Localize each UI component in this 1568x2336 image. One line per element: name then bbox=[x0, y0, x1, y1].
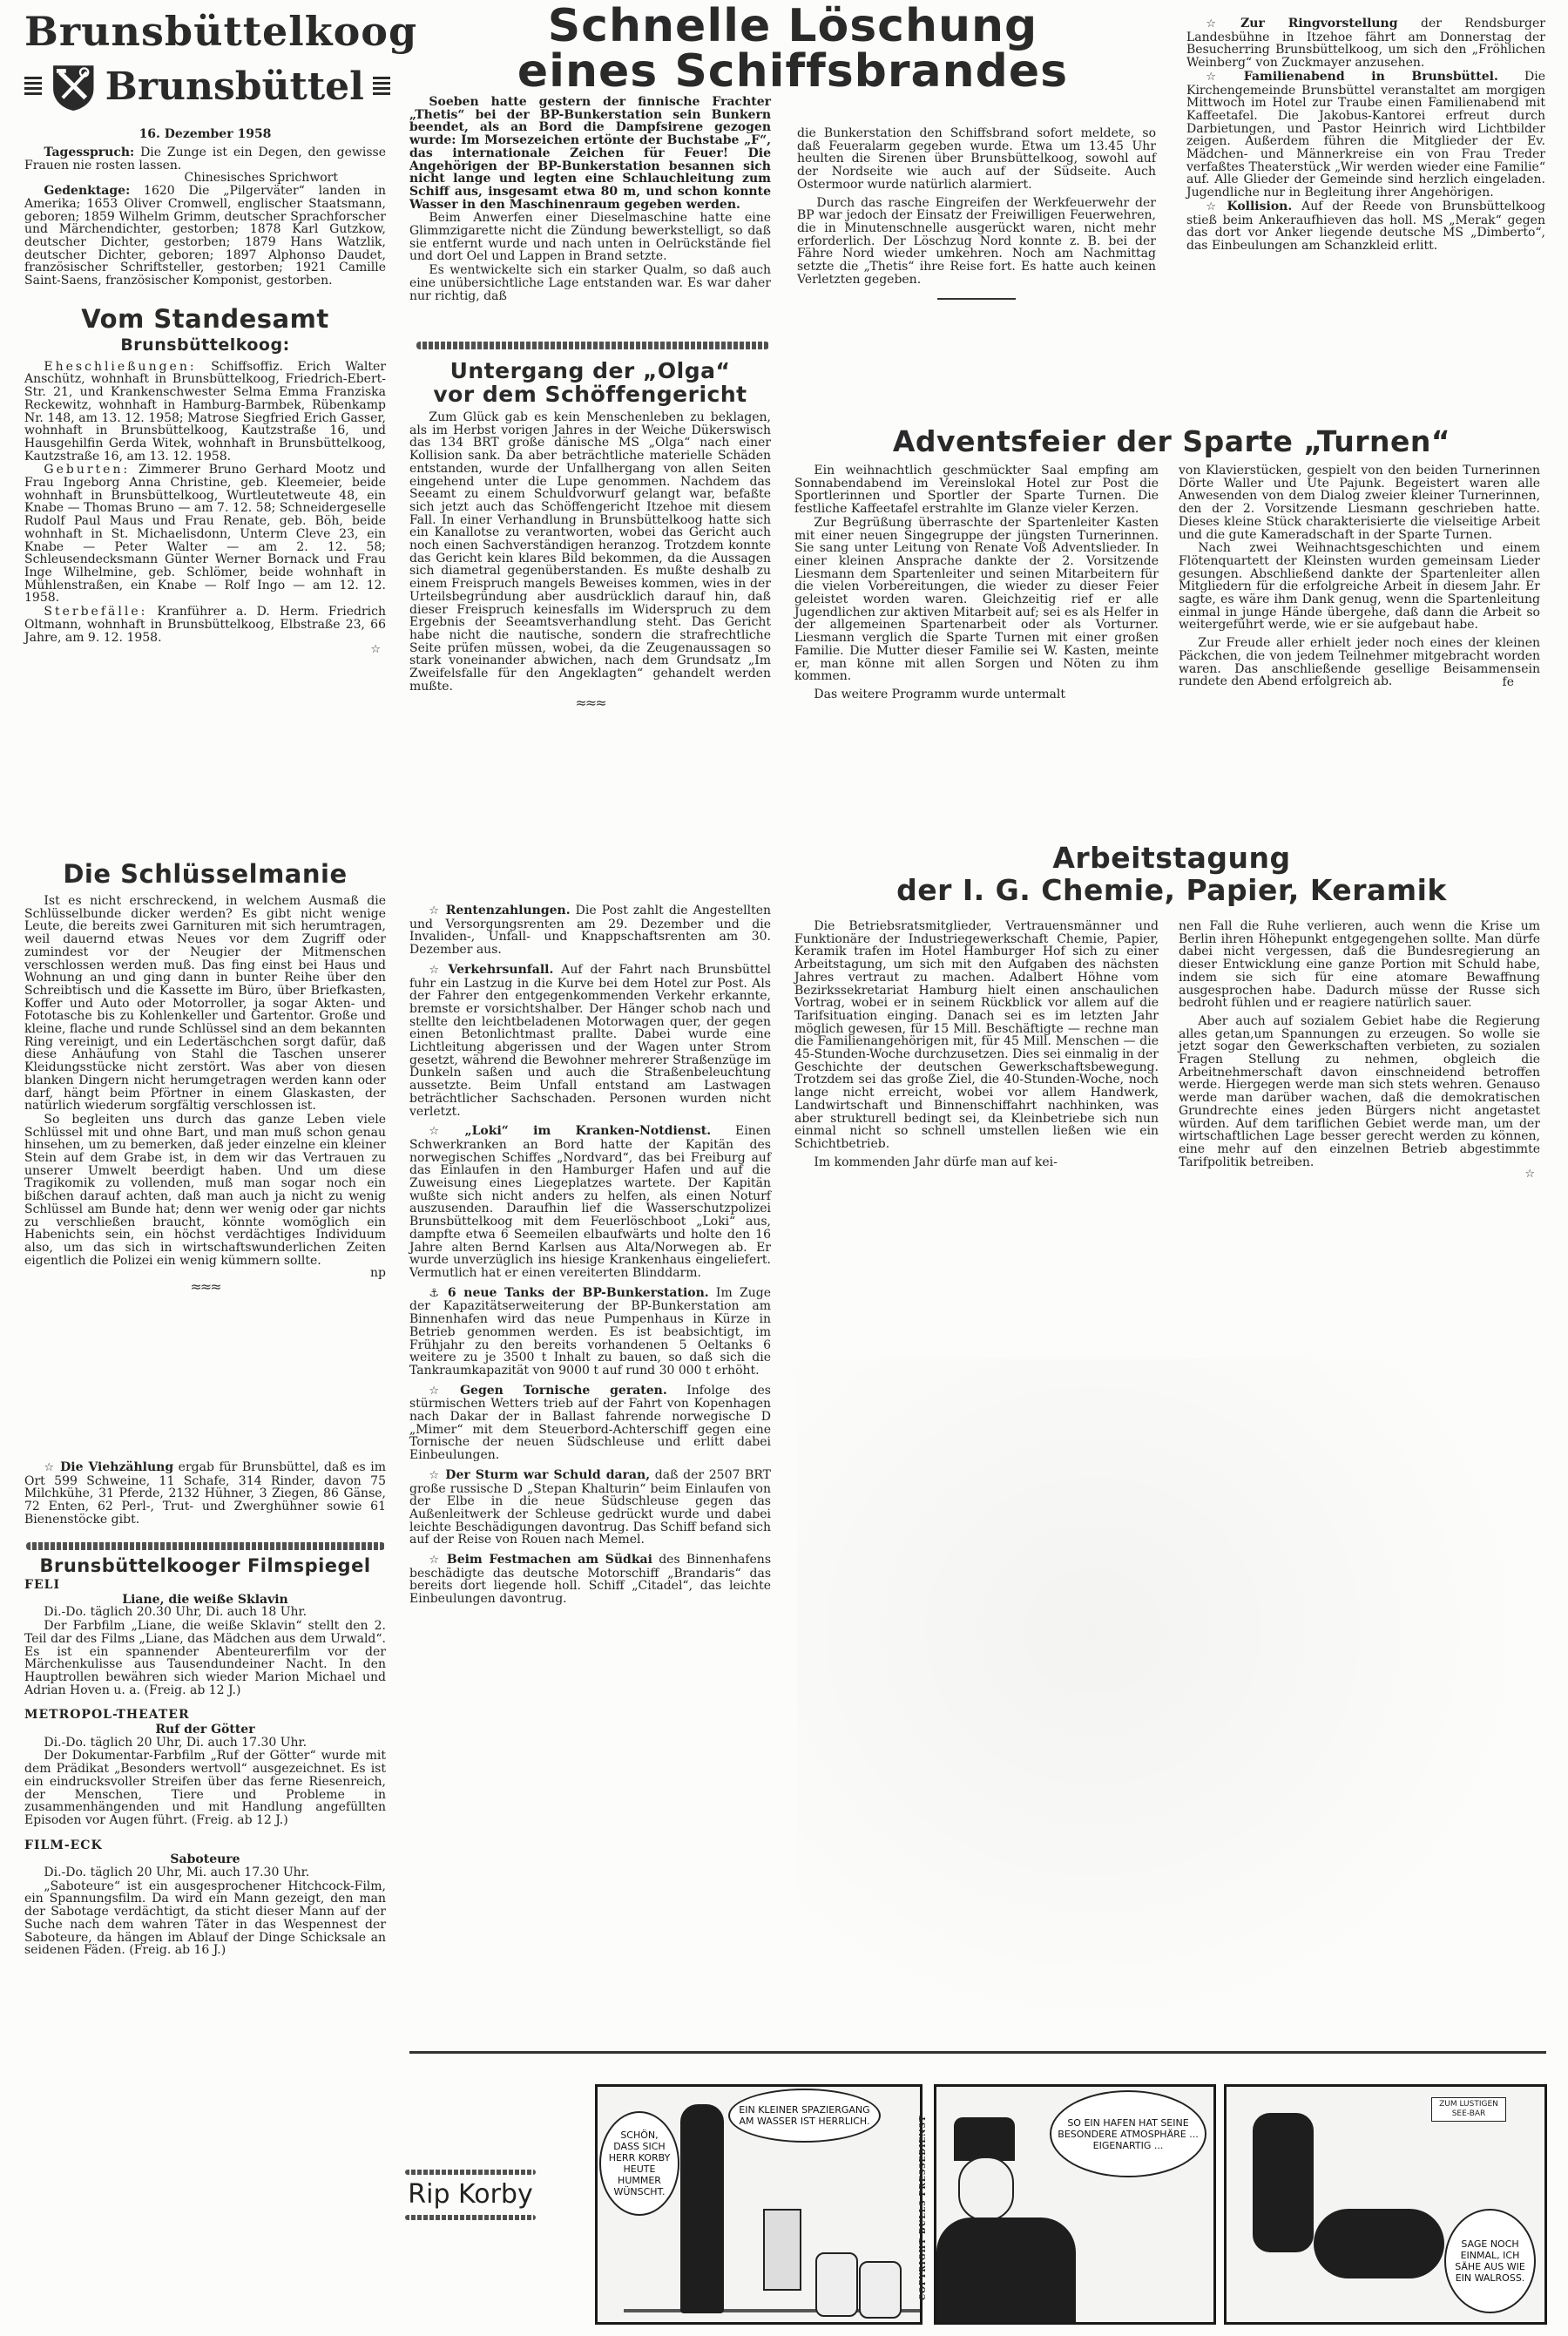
advent-heading: Adventsfeier der Sparte „Turnen“ bbox=[892, 424, 1451, 458]
brief-text: Auf der Fahrt nach Brunsbüttel fuhr ein Lastzug in die Kurve bei dem Hotel zur Post. Als der Fahrer den entgegenkommenden Verkehr erkannte, bremste er vorsichtshalber. Der Hänger schob nach und stellte den leichtbeladenen Motorwagen quer, der gegen einen Betonlichtmast prallte. Dabei wurde eine Lichtleitung abgerissen und der Wagen unter Strom gesetzt, während die Bewohner mehrerer Straßenzüge im Dunkeln saßen und auch die Straßenbeleuchtung aussetzte. Beim Unfall entstand am Lastwagen beträchtlicher Sachschaden. Personen wurden nicht verletzt. bbox=[409, 962, 771, 1119]
brief-lead: Gegen Tornische geraten. bbox=[460, 1383, 667, 1398]
banner-end-left bbox=[24, 77, 42, 98]
arbeit-col1 bbox=[794, 920, 1159, 1168]
sterbefaelle bbox=[24, 606, 386, 644]
brief-lead: 6 neue Tanks der BP-Bunkerstation. bbox=[447, 1285, 709, 1300]
article-schluesselmanie bbox=[24, 858, 386, 1294]
rope-divider bbox=[405, 2215, 536, 2220]
brief-item bbox=[1186, 71, 1545, 200]
briefs-right bbox=[1186, 17, 1545, 253]
top-hat bbox=[954, 2117, 1015, 2161]
brief-lead: Beim Festmachen am Südkai bbox=[446, 1553, 652, 1567]
brief-item bbox=[1186, 200, 1545, 253]
film-times: Di.-Do. täglich 20 Uhr, Mi. auch 17.30 Uhr. bbox=[44, 1865, 310, 1880]
brief-text: daß der 2507 BRT große russische D „Stepan Khalturin“ beim Einlaufen von der Elbe in die neue Südschleuse gegen das Außenleitwerk der Schleuse gedrückt wurde und dabei leichte Beschädigungen davontrug. Das Schiff befand sich auf der Reise von Rouen nach Memel. bbox=[409, 1467, 772, 1547]
star-icon: ☆ bbox=[429, 904, 441, 917]
film-times: Di.-Do. täglich 20 Uhr, Di. auch 17.30 Uhr. bbox=[44, 1735, 308, 1750]
comic-copyright: COPYRIGHT BULLS PRESSEDIENST bbox=[919, 2115, 928, 2300]
lead-paragraph: die Bunkerstation den Schiffsbrand sofort meldete, so daß Feueralarm gegeben wurde. Etwa um 13.45 Uhr heulten die Sirenen über Brunsbüttelkoog, sowohl auf der Nordseite wie auch auf der Südseite. Auch Ostermoor wurde natürlich alarmiert. bbox=[797, 126, 1156, 192]
viehzaehlung-text: ergab für Brunsbüttel, daß es im Ort 599 Schweine, 11 Schafe, 314 Rinder, davon 75 Milchkühe, 31 Pferde, 2132 Hühner, 3 Ziegen, 86 Gänse, 72 Enten, 62 Perl-, Trut- und Zwerghühner sowie 61 Bienenstöcke gibt. bbox=[24, 1460, 386, 1527]
sign-see-bar: ZUM LUSTIGEN SEE-BAR bbox=[1431, 2097, 1506, 2122]
masthead-title-line1: Brunsbüttelkoog bbox=[24, 8, 418, 55]
arbeit-paragraph: Die Betriebsratsmitglieder, Vertrauensmänner und Funktionäre der Industriegewerkschaft Chemie, Papier, Keramik trafen im Hotel Hamburger Hof sich zu einer Arbeitstagung, um sich mit den Aufgaben des nächsten Jahres vertraut zu machen. Adalbert Höhne vom Bezirkssekretariat Hamburg hielt einen anschaulichen Vortrag, wobei er in seinem Rückblick vor allem auf die Tarifsituation einging. Danach sei es im letzten Jahr möglich gewesen, für 15 Mill. Beschäftigte — rechne man die Familienangehörigen mit, für 45 Mill. Menschen — die 45-Stunden-Woche durchzusetzen. Dies sei einmalig in der Geschichte der deutschen Gewerkschaftsbewegung. Trotzdem sei das große Ziel, die 40-Stunden-Woche, noch lange nicht erreicht, wobei vor allem Handwerk, Landwirtschaft und Binnenschiffahrt nachhinken, was aber strukturell bedingt sei, da Kleinbetriebe sich nun einmal nicht so schnell umstellen ließen wie ein Schichtbetrieb. bbox=[794, 919, 1159, 1151]
brief-lead: Verkehrsunfall. bbox=[448, 962, 554, 977]
wave-divider: ≈≈≈ bbox=[190, 1278, 220, 1296]
brief-text: Die Post zahlt die Angestellten und Versorgungsrenten am 29. Dezember und die Invaliden-, Unfall- und Knappschaftsrenten am 30. Dezember aus. bbox=[409, 904, 772, 958]
brief-lead: Kollision. bbox=[1227, 199, 1293, 213]
lead-intro: Soeben hatte gestern der finnische Frachter „Thetis“ bei der BP-Bunkerstation sein Bunkern beendet, als an Bord die Dampfsirene gezogen wurde: Im Morsezeichen ertönte der Buchstabe „F“, das internationale Zeichen für Feuer! Die Angehörigen der BP-Bunkerstation besannen sich nicht lange und legten eine Schlauchleitung zum Schiff aus, insgesamt etwa 80 m, und schon konnte Wasser in den Maschinenraum gegeben werden. bbox=[409, 95, 771, 212]
lead-paragraph: Durch das rasche Eingreifen der Werkfeuerwehr der BP war jedoch der Einsatz der Freiwilligen Feuerwehren, die in Minutenschnelle ausgerückt waren, nicht mehr erforderlich. Der Löschzug Nord konnte z. B. bei der Fähre Nord wieder umkehren. Noch am Nachmittag setzte die „Thetis“ ihre Reise fort. Es hatte auch keinen Verletzten gegeben. bbox=[797, 195, 1156, 287]
brief-item bbox=[409, 1287, 771, 1378]
divider bbox=[937, 298, 1016, 300]
col1-top-block bbox=[24, 146, 386, 657]
brief-item bbox=[409, 1469, 771, 1547]
viehzaehlung-lead: Die Viehzählung bbox=[60, 1460, 174, 1474]
brief-item bbox=[409, 1125, 771, 1279]
rope-divider bbox=[26, 1542, 385, 1550]
geburten bbox=[24, 464, 386, 605]
gedenktage-text: 1620 Die „Pilgerväter“ landen in Amerika; 1653 Oliver Cromwell, englischer Staatsmann, geboren; 1859 Wilhelm Grimm, deutscher Sprachforscher und Märchendichter, gestorben; 1878 Karl Gutzkow, deutscher Dichter, gestorben; 1879 Hans Watzlik, deutscher Dichter, geboren; 1897 Alphonso Daudet, französischer Schriftsteller, gestorben; 1921 Camille Saint-Saens, französischer Komponist, gestorben. bbox=[24, 184, 386, 288]
schluesselmanie-paragraph: So begleiten uns durch das ganze Leben viele Schlüssel mit und ohne Bart, und man muß schon genau hinsehen, um zu bemerken, daß jeder einzelne ein kleiner Stein auf dem Grabe ist, in dem wir das Vertrauen zu unserer Umwelt beerdigt haben. Und um diese Tragikomik zu vollenden, muß man sogar noch ein bißchen darauf achten, daß man auch ja nicht zu wenig Schlüssel am Bunde hat; denn wer wenig oder gar nichts zu verschließen braucht, könnte womöglich ein Habenichts sein, ein höchst verdächtiges Individuum also, um das sich in wirtschaftswunderlichen Zeiten eigentlich die Polizei ein wenig kümmern sollte. bbox=[24, 1112, 386, 1268]
brief-viehzaehlung bbox=[24, 1461, 386, 1527]
star-icon: ☆ bbox=[429, 1468, 441, 1482]
advent-paragraph: von Klavierstücken, gespielt von den beiden Turnerinnen Dörte Waller und Ute Pajunk. Begeistert waren alle Anwesenden von dem Dialog zweier kleiner Turnerinnen, den der 2. Vorsitzende Liesmann geschrieben hatte. Dieses kleine Stück charakterisierte die vielseitige Arbeit und die gute Kameradschaft in der Sparte Turnen. bbox=[1179, 464, 1540, 542]
sterbefaelle-label: Sterbefälle: bbox=[44, 605, 148, 620]
issue-date: 16. Dezember 1958 bbox=[139, 127, 272, 141]
olga-text: Zum Glück gab es kein Menschenleben zu beklagen, als im Herbst vorigen Jahres in der Weiche Dükerswisch das 134 BRT große dänische MS „Olga“ nach einer Kollision sank. Da aber beträchtliche materielle Schäden entstanden, wurde der Unfallhergang von allen Seiten eingehend unter die Lupe genommen. Nachdem das Seeamt zu einem Schuldvorwurf gelangt war, befaßte sich jetzt auch das Schöffengericht Itzehoe mit diesem Fall. In einer Verhandlung in Brunsbüttelkoog hatte sich ein Kanallotse zu verantworten, wobei das Gericht auch noch einen Sachverständigen heranzog. Trotzdem konnte das Gericht kein klares Bild bekommen, da die Aussagen sich diametral gegenüberstanden. Es mußte deshalb zu einem Freispruch mangels Beweises kommen, wies in der Urteilsbegründung aber ausdrücklich darauf hin, daß dieser Freispruch keinesfalls im Widerspruch zu dem Ergebnis der Seeamtsverhandlung steht. Das Gericht habe nicht die nautische, sondern die strafrechtliche Seite prüfen müssen, wobei, da die Zeugenaussagen so stark voneinander abwichen, nach dem Grundsatz „Im Zweifelsfalle für den Angeklagten“ gehandelt werden mußte. bbox=[409, 410, 771, 694]
eheschliessungen bbox=[24, 361, 386, 464]
speech-bubble: SCHÖN, DASS SICH HERR KORBY HEUTE HUMMER WÜNSCHT. bbox=[599, 2111, 679, 2216]
brief-text: des Binnenhafens beschädigte das deutsche Motorschiff „Brandaris“ das bereits dort liegende holl. Schiff „Citadel“, das leichte Einbeulungen davontrug. bbox=[409, 1553, 772, 1607]
olga-heading bbox=[409, 359, 771, 406]
lead-paragraph: Es wentwickelte sich ein starker Qualm, so daß auch eine unübersichtliche Lage entstanden war. Es war daher nur richtig, daß bbox=[409, 263, 771, 303]
show-through-shadow bbox=[797, 1359, 1538, 2039]
lead-headline-line2: eines Schiffsbrandes bbox=[517, 45, 1069, 98]
film-title: Saboteure bbox=[170, 1852, 240, 1867]
advent-paragraph: Nach zwei Weihnachtsgeschichten und einem Flötenquartett der Kleinsten wurden gemeinsam Lieder gesungen. Abschließend dankte der Spartenleiter allen Mitgliedern für die erfolgreiche Arbeit in diesem Jahr. Er sagte, es wäre ihm Dank genug, wenn die Spartenleitung einmal in junge Hände übergehe, daß dann die Arbeit so weitergeführt werde, wie er sie aufgebaut habe. bbox=[1179, 541, 1540, 633]
gedenktage bbox=[24, 185, 386, 288]
bollard bbox=[763, 2209, 801, 2291]
comic-panel-1 bbox=[595, 2084, 923, 2325]
star-icon: ☆ bbox=[1206, 17, 1236, 30]
brief-text: Einen Schwerkranken an Bord hatte der Kapitän des norwegischen Schiffes „Nordvard“, das bei Freiburg auf das Einlaufen in den Hamburger Hafen und auf die Zuweisung eines Liegeplatzes wartete. Der Kapitän wußte sich nicht anders zu helfen, als einen Noturf auszusenden. Daraufhin lief die Wasserschutzpolizei Brunsbüttelkoog mit dem Feuerlöschboot „Loki“ aus, dampfte etwa 6 Seemeilen elbaufwärts und holte den 16 Jahre alten Bernd Karlsen aus Alta/Norwegen ab. Er wurde unverzüglich ins hiesige Krankenhaus eingeliefert. Vermutlich hat er einen vereiterten Blinddarm. bbox=[409, 1124, 772, 1280]
schluesselmanie-signature: np bbox=[370, 1266, 386, 1281]
tagesspruch-source: Chinesisches Sprichwort bbox=[184, 171, 338, 186]
cinema-name: FELI bbox=[24, 1578, 61, 1592]
advent-col2 bbox=[1179, 464, 1540, 689]
advent-col1 bbox=[794, 464, 1159, 701]
brief-lead: Rentenzahlungen. bbox=[445, 904, 571, 917]
brief-text: Im Zuge der Kapazitätserweiterung der BP-Bunkerstation am Binnenhafen wird das neue Pumpenhaus in Kürze in Betrieb genommen werden. Es ist beabsichtigt, im Frühjahr zu den bereits vorhandenen 5 Oeltanks 6 weitere zu je 3500 t Inhalt zu bauen, so daß sich die Tankraumkapazität von 9000 t auf rund 30 000 t erhöht. bbox=[409, 1285, 771, 1378]
rope-divider bbox=[416, 342, 769, 349]
advent-signature: fe bbox=[1502, 674, 1514, 689]
film-description: „Saboteure“ ist ein ausgesprochener Hitchcock-Film, ein Spannungsfilm. Da wird ein Mann gezeigt, den man der Sabotage verdächtigt, da sticht dieser Mann auf der Suche nach dem wahren Täter in das Wespennest der Saboteure, da hängen im Ablauf der Dinge Schicksale an seidenen Fäden. (Freig. ab 16 J.) bbox=[24, 1879, 386, 1958]
star-icon: ☆ bbox=[44, 1461, 56, 1474]
filmspiegel bbox=[24, 1554, 386, 1957]
brief-lead: Familienabend in Brunsbüttel. bbox=[1243, 69, 1498, 84]
tagesspruch-label: Tagesspruch: bbox=[44, 146, 135, 159]
rope-divider bbox=[405, 2170, 536, 2175]
film-title: Ruf der Götter bbox=[155, 1723, 255, 1737]
schluesselmanie-paragraph: Ist es nicht erschreckend, in welchem Ausmaß die Schlüsselbunde dicker werden? Es gibt nicht wenige Leute, die bereits zwei Garnituren mit sich herumtragen, weil dauernd etwas Neues vor dem Zugriff oder zumindest vor der Neugier der Mitmenschen verschlossen werden muß. Das fing einst bei Haus und Wohnung an und ging dann in bunter Reihe über den Schreibtisch und die Kassette im Büro, über Briefkasten, Koffer und Auto oder Motorroller, ja sogar Akten- und Fototasche bis zu Kohlenkeller und Gartentor. Große und kleine, flache und runde Schlüssel sind an dem bekannten Ring vereinigt, und ein Ledertäschchen sorgt dafür, daß diese Anhäufung von Stahl die Taschen unserer Kleidungsstücke nicht zerstört. Was aber von diesen blanken Dingern nicht herumgetragen werden kann oder darf, hängt beim Pförtner in einem Glaskasten, der natürlich wiederum sorgfältig verschlossen ist. bbox=[24, 894, 386, 1114]
speech-bubble: SO EIN HAFEN HAT SEINE BESONDERE ATMOSPHÄRE ... EIGENARTIG ... bbox=[1050, 2090, 1206, 2177]
brief-item bbox=[409, 1554, 771, 1606]
film-times: Di.-Do. täglich 20.30 Uhr, Di. auch 18 Uhr. bbox=[44, 1605, 308, 1620]
star-icon: ☆ bbox=[1206, 200, 1222, 213]
standesamt-heading: Vom Standesamt bbox=[81, 303, 329, 334]
eheschliessungen-label: Eheschließungen: bbox=[44, 359, 197, 374]
gedenktage-label: Gedenktage: bbox=[44, 184, 131, 199]
star-icon: ☆ bbox=[429, 1554, 442, 1567]
sterbefaelle-text: Kranführer a. D. Herm. Friedrich Oltmann, wohnhaft in Brunsbüttelkoog, Elbstraße 23, 66 Jahre, am 9. 12. 1958. bbox=[24, 605, 386, 645]
filmspiegel-heading: Brunsbüttelkooger Filmspiegel bbox=[39, 1555, 371, 1576]
lead-headline-line1: Schnelle Löschung bbox=[547, 0, 1038, 52]
film-description: Der Farbfilm „Liane, die weiße Sklavin“ stellt den 2. Teil dar des Films „Liane, das Mädchen aus dem Urwald“. Es ist ein spannender Abenteurerfilm vor der Märchenkulisse aus Tausendundeiner Nacht. In den Hauptrollen bewähren sich wieder Marion Michael und Adrian Hoven u. a. (Freig. ab 12 J.) bbox=[24, 1619, 386, 1697]
anchor-icon: ⚓ bbox=[429, 1286, 443, 1300]
comic-panel-2 bbox=[934, 2084, 1216, 2325]
advent-paragraph: Ein weihnachtlich geschmückter Saal empfing am Sonnabendabend im Vereinslokal Hotel zur Post die Sportlerinnen und Sportler der Sparte Turnen. Die festliche Kaffeetafel erstrahlte im Glanze vieler Kerzen. bbox=[794, 464, 1159, 517]
brief-text: Die Kirchengemeinde Brunsbüttel veranstaltet am morgigen Mittwoch im Hotel zur Traube einen Familienabend mit Kaffeetafel. Die Jakobus-Kantorei erfreut durch Darbietungen, und Pastor Heinrich wird Lichtbilder zeigen. Außerdem führen die Mitglieder der Ev. Mädchen- und Männerkreise ein von Frau Treder verfaßtes Theaterstück „Wir werden wieder eine Familie“ auf. Alle Glieder der Gemeinde sind herzlich eingeladen. Jugendliche nur in Begleitung ihrer Angehörigen. bbox=[1186, 69, 1546, 200]
wave-divider: ≈≈≈ bbox=[575, 694, 605, 712]
speech-bubble: SAGE NOCH EINMAL, ICH SÄHE AUS WIE EIN WALROSS. bbox=[1444, 2209, 1536, 2313]
arbeit-col2 bbox=[1179, 920, 1540, 1182]
comic-panel-3 bbox=[1224, 2084, 1547, 2325]
article-olga bbox=[409, 359, 771, 710]
speech-bubble: EIN KLEINER SPAZIERGANG AM WASSER IST HERRLICH. bbox=[728, 2089, 881, 2143]
tagesspruch bbox=[24, 146, 386, 172]
geburten-text: Zimmerer Bruno Gerhard Mootz und Frau Ingeborg Anna Christine, geb. Kleemeier, beide wohnhaft in Brunsbüttelkoog, Wurtleutetweute 48, ein Knabe — Thomas Bruno — am 7. 12. 58; Schneidergeselle Rudolf Paul Maus und Frau Renate, geb. Böh, beide wohnhaft in St. Michaelisdonn, Unterm Cleve 23, ein Knabe — Peter Walter — am 2. 12. 58; Schleusendecksmann Günter Werner Bornack und Frau Inge Wilhelmine, geb. Schlömer, beide wohnhaft in Mühlenstraßen, ein Knabe — Rolf Ingo — am 12. 12. 1958. bbox=[24, 463, 386, 606]
brief-item bbox=[1186, 17, 1545, 70]
star-icon: ☆ bbox=[429, 1125, 460, 1139]
barrel bbox=[859, 2261, 902, 2319]
brief-item bbox=[409, 1385, 771, 1462]
star-icon: ☆ bbox=[1524, 1168, 1535, 1182]
arbeit-paragraph: nen Fall die Ruhe verlieren, auch wenn die Krise um Berlin ihren Höhepunkt entgegengehen sollte. Man dürfe dabei nicht vergessen, daß die Bundesregierung an dieser Entwicklung eine ganze Portion mit Schuld habe, indem sie sich für eine atomare Bewaffnung ausgesprochen habe. Dadurch müsse der Russe sich bedroht fühlen und er reagiere natürlich sauer. bbox=[1179, 919, 1540, 1011]
star-icon: ☆ bbox=[1206, 70, 1239, 84]
cinema-name: FILM-ECK bbox=[24, 1838, 103, 1852]
figure-silhouette bbox=[1253, 2113, 1314, 2252]
brief-item bbox=[409, 964, 771, 1118]
lead-headline bbox=[409, 0, 1176, 98]
comic-top-rule bbox=[409, 2051, 1546, 2054]
lead-paragraph: Beim Anwerfen einer Dieselmaschine hatte eine Glimmzigarette nicht die Zündung bewerkstelligt, so daß sie entfernt wurde und nach unten in Oelrückstände fiel und dort Oel und Lappen in Brand setzte. bbox=[409, 211, 771, 264]
brief-text: Infolge des stürmischen Wetters trieb auf der Fahrt von Kopenhagen nach Dakar der in Ballast fahrende norwegische D „Mimer“ mit dem Steuerbord-Achterschiff gegen eine Tornische der neuen Südschleuse und erlitt dabei Einbeulungen. bbox=[409, 1383, 771, 1463]
olga-heading-line1: Untergang der „Olga“ bbox=[449, 358, 731, 383]
banner-end-right bbox=[373, 77, 390, 98]
arbeit-heading-line2: der I. G. Chemie, Papier, Keramik bbox=[896, 873, 1447, 907]
masthead bbox=[24, 7, 418, 118]
brief-lead: „Loki“ im Kranken-Notdienst. bbox=[464, 1124, 712, 1139]
brief-text: der Rendsburger Landesbühne in Itzehoe fährt am Donnerstag der Besucherring Brunsbüttelkoog, um sich den „Fröhlichen Weinberg“ von Zuckmayer anzusehen. bbox=[1186, 17, 1545, 71]
star-icon: ☆ bbox=[429, 963, 443, 977]
geburten-label: Geburten: bbox=[44, 463, 131, 477]
standesamt-subheading: Brunsbüttelkoog: bbox=[120, 335, 290, 355]
advent-paragraph: Das weitere Programm wurde untermalt bbox=[814, 687, 1065, 701]
masthead-line2 bbox=[24, 56, 390, 118]
arbeit-paragraph: Im kommenden Jahr dürfe man auf kei- bbox=[814, 1154, 1058, 1169]
arbeit-heading bbox=[797, 842, 1546, 906]
briefs-center bbox=[409, 904, 771, 1606]
schluesselmanie-heading: Die Schlüsselmanie bbox=[63, 859, 348, 889]
comic-title: Rip Korby bbox=[408, 2179, 533, 2210]
film-title: Liane, die weiße Sklavin bbox=[122, 1592, 288, 1607]
arbeit-heading-line1: Arbeitstagung bbox=[1052, 841, 1291, 875]
film-description: Der Dokumentar-Farbfilm „Ruf der Götter“ wurde mit dem Prädikat „Besonders wertvoll“ ausgezeichnet. Es ist ein eindrucksvoller Streifen über das ferne Riesenreich, der Menschen, Tiere und Probleme in zusammenhängenden und mit Handlung angefüllten Episoden vor Augen führt. (Freig. ab 12 J.) bbox=[24, 1749, 386, 1827]
comic-title-block bbox=[405, 2170, 536, 2220]
brief-text: Auf der Reede von Brunsbüttelkoog stieß beim Ankeraufhieven das holl. MS „Merak“ gegen das dort vor Anker liegende deutsche MS „Dimberto“, das Einbeulungen am Schanzkleid erlitt. bbox=[1186, 199, 1545, 253]
olga-heading-line2: vor dem Schöffengericht bbox=[433, 382, 747, 407]
brief-lead: Der Sturm war Schuld daran, bbox=[445, 1467, 651, 1482]
barrel bbox=[815, 2252, 858, 2317]
lead-article-col2 bbox=[797, 127, 1156, 300]
face bbox=[958, 2157, 1014, 2221]
masthead-title-line2: Brunsbüttel bbox=[105, 64, 364, 109]
coat-of-arms-icon bbox=[51, 56, 97, 118]
figure-silhouette bbox=[680, 2104, 724, 2313]
brief-lead: Zur Ringvorstellung bbox=[1240, 17, 1398, 30]
advent-paragraph: Zur Freude aller erhielt jeder noch eines der kleinen Päckchen, die von jedem Teilnehmer mitgebracht worden waren. Das anschließende gesellige Beisammensein rundete den Abend erfolgreich ab. bbox=[1179, 636, 1540, 689]
tagesspruch-text: Die Zunge ist ein Degen, den gewisse Frauen nie rosten lassen. bbox=[24, 146, 386, 173]
arbeit-paragraph: Aber auch auf sozialem Gebiet habe die Regierung alles getan,um Spannungen zu erzeugen. So wolle sie jetzt sogar den Gewerkschaften verbieten, zu sozialen Fragen Stellung zu nehmen, obgleich die Arbeitnehmerschaft davon einschneidend betroffen werde. Hiergegen werde man sich stets wehren. Genauso werde man darüber wachen, daß die demokratischen Grundrechte eines jeden Bürgers nicht angetastet würden. Auf dem tariflichen Gebiet werde man, um der wirtschaftlichen Lage besser gerecht werden zu können, eine mehr auf den einzelnen Betrieb abgestimmte Tarifpolitik betreiben. bbox=[1179, 1013, 1540, 1169]
coat-silhouette bbox=[936, 2218, 1076, 2322]
star-icon: ☆ bbox=[370, 643, 381, 657]
lead-article-col1 bbox=[409, 96, 771, 302]
cinema-name: METROPOL-THEATER bbox=[24, 1708, 190, 1723]
brief-item bbox=[409, 904, 771, 957]
star-icon: ☆ bbox=[429, 1384, 456, 1398]
figure-silhouette bbox=[1314, 2209, 1444, 2278]
advent-paragraph: Zur Begrüßung überraschte der Spartenleiter Kasten mit einer neuen Singegruppe der jüngsten Turnerinnen. Sie sang unter Leitung von Renate Voß Adventslieder. In einer kleinen Ansprache dankte der 2. Vorsitzende Liesmann dem Spartenleiter und seinen Mitarbeitern für die vielen Vorbereitungen, die wieder zu dieser Feier geleistet worden waren. Gleichzeitig rief er alle Jugendlichen zur aktiven Mitarbeit auf; sei es als Helfer in der allgemeinen Spartenarbeit oder als Vorturner. Liesmann verglich die Sparte Turnen mit einer großen Familie. Die Mutter dieser Familie sei W. Kasten, meinte er, man könne mit allen Sorgen und Nöten zu ihm kommen. bbox=[794, 515, 1159, 684]
eheschliessungen-text: Schiffsoffiz. Erich Walter Anschütz, wohnhaft in Brunsbüttelkoog, Friedrich-Ebert-Str. 21, und Krankenschwester Selma Emma Franziska Reckewitz, wohnhaft in Hamburg-Barmbek, Rübenkamp Nr. 148, am 13. 12. 1958; Matrose Siegfried Erich Gasser, wohnhaft in Brunsbüttelkoog, Kautzstraße 16, und Hausgehilfin Gerda Witek, wohnhaft in Brunsbüttelkoog, Kautzstraße 16, am 13. 12. 1958. bbox=[24, 359, 387, 464]
